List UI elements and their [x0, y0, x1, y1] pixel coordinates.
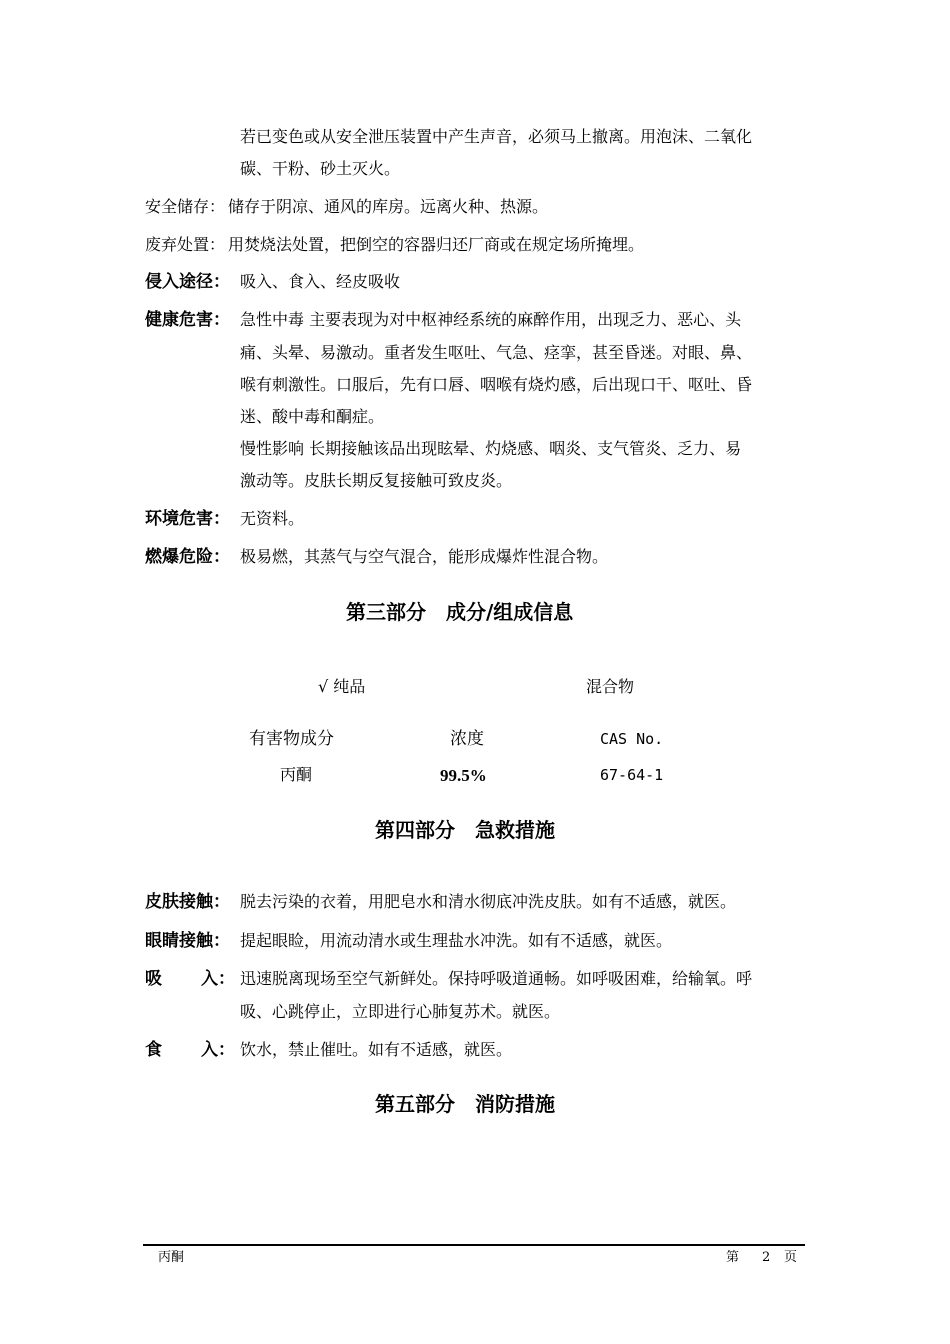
- table-cell-component: 丙酮: [280, 765, 313, 784]
- footer-page-prefix: 第: [726, 1250, 740, 1265]
- eye-contact-text: 提起眼睑，用流动清水或生理盐水冲洗。如有不适感，就医。: [240, 931, 673, 950]
- section5-title: 第五部分 消防措施: [375, 1092, 555, 1116]
- health-line: 慢性影响 长期接触该品出现眩晕、灼烧感、咽炎、支气管炎、乏力、易: [240, 439, 742, 458]
- section4-title: 第四部分 急救措施: [375, 818, 555, 842]
- route-text: 吸入、食入、经皮吸收: [240, 272, 401, 291]
- health-line: 痛、头晕、易激动。重者发生呕吐、气急、痉挛，甚至昏迷。对眼、鼻、: [240, 343, 753, 362]
- ingestion-label-b: 入：: [201, 1040, 235, 1060]
- explosion-text: 极易燃，其蒸气与空气混合，能形成爆炸性混合物。: [240, 547, 609, 566]
- ingestion-label-a: 食: [145, 1040, 162, 1060]
- fire-continued-line2: 碳、干粉、砂土灭火。: [240, 159, 401, 178]
- health-line: 急性中毒 主要表现为对中枢神经系统的麻醉作用，出现乏力、恶心、头: [240, 310, 742, 329]
- skin-contact-text: 脱去污染的衣着，用肥皂水和清水彻底冲洗皮肤。如有不适感，就医。: [240, 892, 737, 911]
- inhalation-label-a: 吸: [145, 969, 162, 989]
- table-header-concentration: 浓度: [450, 729, 484, 749]
- skin-contact-label: 皮肤接触：: [145, 892, 230, 912]
- health-line: 迷、酸中毒和酮症。: [240, 407, 385, 426]
- table-header-component: 有害物成分: [249, 729, 334, 749]
- inhalation-line2: 吸、心跳停止，立即进行心肺复苏术。就医。: [240, 1002, 561, 1021]
- health-label: 健康危害：: [145, 310, 230, 330]
- env-label: 环境危害：: [145, 509, 230, 529]
- section3-title: 第三部分 成分/组成信息: [346, 600, 574, 624]
- footer-divider: [143, 1244, 805, 1246]
- storage-label: 安全储存：: [145, 197, 226, 216]
- health-line: 激动等。皮肤长期反复接触可致皮炎。: [240, 471, 513, 490]
- fire-continued-line1: 若已变色或从安全泄压装置中产生声音，必须马上撤离。用泡沫、二氧化: [240, 127, 753, 146]
- eye-contact-label: 眼睛接触：: [145, 931, 230, 951]
- footer-page-suffix: 页: [784, 1250, 798, 1265]
- route-label: 侵入途径：: [145, 272, 230, 292]
- footer-page-number: 2: [762, 1250, 771, 1265]
- ingestion-text: 饮水，禁止催吐。如有不适感，就医。: [240, 1040, 513, 1059]
- explosion-label: 燃爆危险：: [145, 547, 230, 567]
- disposal-label: 废弃处置：: [145, 235, 226, 254]
- storage-text: 储存于阴凉、通风的库房。远离火种、热源。: [228, 197, 549, 216]
- health-line: 喉有刺激性。口服后，先有口唇、咽喉有烧灼感，后出现口干、呕吐、昏: [240, 375, 753, 394]
- table-header-cas: CAS No.: [600, 730, 664, 748]
- mixture-option: 混合物: [586, 677, 635, 696]
- env-text: 无资料。: [240, 509, 305, 528]
- footer-doc-name: 丙酮: [158, 1250, 185, 1265]
- table-cell-concentration: 99.5%: [440, 766, 487, 785]
- table-cell-cas: 67-64-1: [600, 766, 664, 784]
- pure-substance-option: √ 纯品: [318, 677, 366, 696]
- inhalation-label-b: 入：: [201, 969, 235, 989]
- disposal-text: 用焚烧法处置，把倒空的容器归还厂商或在规定场所掩埋。: [228, 235, 645, 254]
- inhalation-line1: 迅速脱离现场至空气新鲜处。保持呼吸道通畅。如呼吸困难，给输氧。呼: [240, 969, 753, 988]
